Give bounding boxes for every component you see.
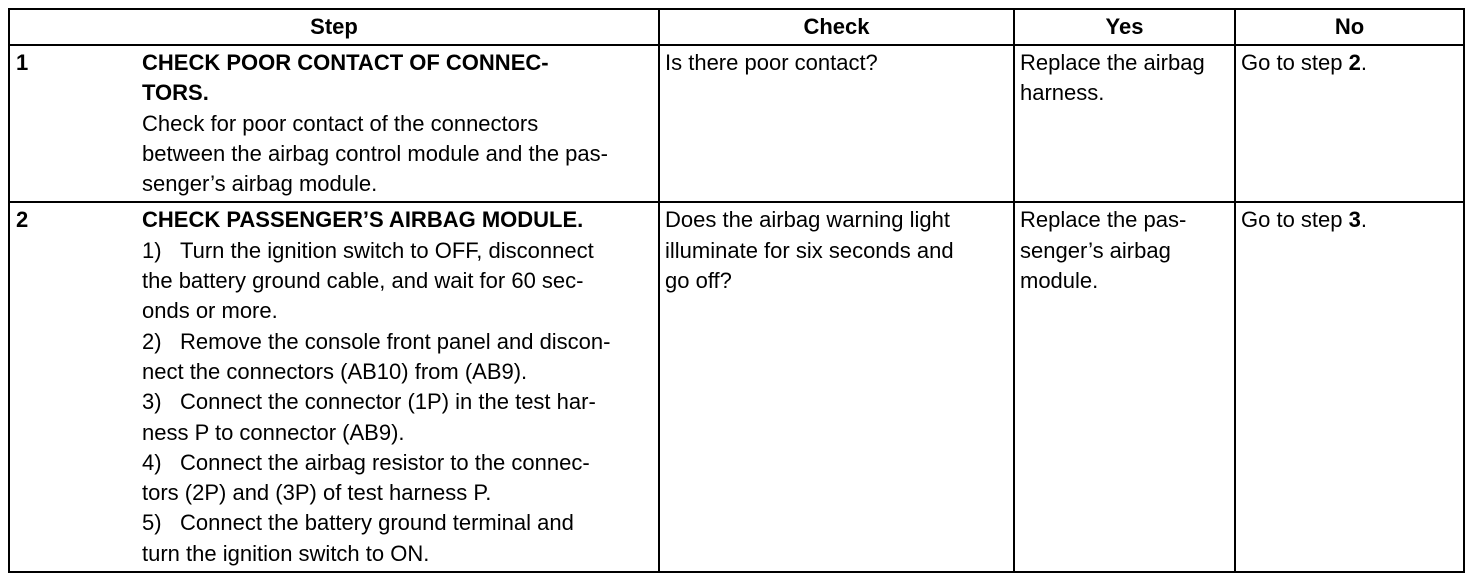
no-cell: [1235, 45, 1464, 202]
step-title-line: CHECK PASSENGER’S AIRBAG MODULE.: [142, 207, 584, 233]
sub-step-line: [142, 327, 652, 357]
no-step-number: 3: [1348, 207, 1361, 233]
sub-step-text: Connect the airbag resistor to the connec-: [180, 449, 590, 475]
step-body: [134, 46, 658, 201]
header-row: [9, 9, 1464, 45]
sub-step-line: ness P to connector (AB9).: [142, 419, 405, 445]
sub-step-text: Connect the connector (1P) in the test har-: [180, 389, 596, 415]
sub-step-number: 2): [142, 328, 162, 354]
no-step-number: 2: [1348, 50, 1361, 75]
sub-step-text: Remove the console front panel and discon-: [180, 328, 611, 354]
step-body: [134, 203, 658, 571]
sub-step-line: [142, 236, 652, 266]
sub-step-line: [142, 448, 652, 478]
check-cell: [659, 45, 1014, 202]
step-text-line: senger’s airbag module.: [142, 171, 378, 197]
no-suffix: .: [1360, 50, 1367, 75]
yes-text-line: senger’s airbag: [1020, 237, 1171, 263]
step-title-line: CHECK POOR CONTACT OF CONNEC-: [142, 50, 549, 75]
step-title-line: TORS.: [142, 80, 209, 106]
no-suffix: .: [1360, 207, 1367, 233]
yes-text-line: Replace the pas-: [1020, 207, 1187, 233]
sub-step-line: [142, 508, 652, 538]
sub-step-text: Connect the battery ground terminal and: [180, 510, 574, 536]
yes-text-line: Replace the airbag: [1020, 50, 1205, 75]
diagnostic-table: [8, 8, 1465, 573]
no-cell: [1235, 202, 1464, 572]
check-text-line: illuminate for six seconds and: [665, 237, 954, 263]
check-text-line: Is there poor contact?: [665, 50, 878, 75]
header-step: Step: [9, 9, 659, 45]
check-text-line: go off?: [665, 268, 732, 294]
sub-step-number: 3): [142, 389, 162, 415]
step-text-line: between the airbag control module and the pas-: [142, 140, 608, 166]
table-row: [9, 202, 1464, 572]
no-prefix: Go to step: [1241, 207, 1349, 233]
sub-step-line: onds or more.: [142, 298, 278, 324]
step-text-line: Check for poor contact of the connectors: [142, 110, 539, 136]
yes-cell: [1014, 202, 1235, 572]
sub-step-line: [142, 387, 652, 417]
no-text: [1241, 50, 1367, 75]
sub-step-line: tors (2P) and (3P) of test harness P.: [142, 480, 492, 506]
check-text-line: Does the airbag warning light: [665, 207, 950, 233]
header-check: Check: [659, 9, 1014, 45]
sub-step-text: Turn the ignition switch to OFF, disconnect: [180, 237, 594, 263]
sub-step-number: 1): [142, 237, 162, 263]
step-cell: [9, 202, 659, 572]
sub-step-line: the battery ground cable, and wait for 60 sec-: [142, 268, 584, 294]
sub-step-number: 4): [142, 449, 162, 475]
header-no: No: [1235, 9, 1464, 45]
no-prefix: Go to step: [1241, 50, 1349, 75]
table-row: [9, 45, 1464, 202]
yes-text-line: harness.: [1020, 80, 1105, 106]
sub-step-number: 5): [142, 510, 162, 536]
check-cell: [659, 202, 1014, 572]
step-number: 1: [16, 50, 29, 75]
sub-step-line: turn the ignition switch to ON.: [142, 540, 430, 566]
yes-text-line: module.: [1020, 268, 1099, 294]
header-yes: Yes: [1014, 9, 1235, 45]
no-text: [1241, 207, 1367, 232]
yes-cell: [1014, 45, 1235, 202]
sub-step-line: nect the connectors (AB10) from (AB9).: [142, 358, 528, 384]
step-cell: [9, 45, 659, 202]
step-number: 2: [16, 207, 29, 233]
